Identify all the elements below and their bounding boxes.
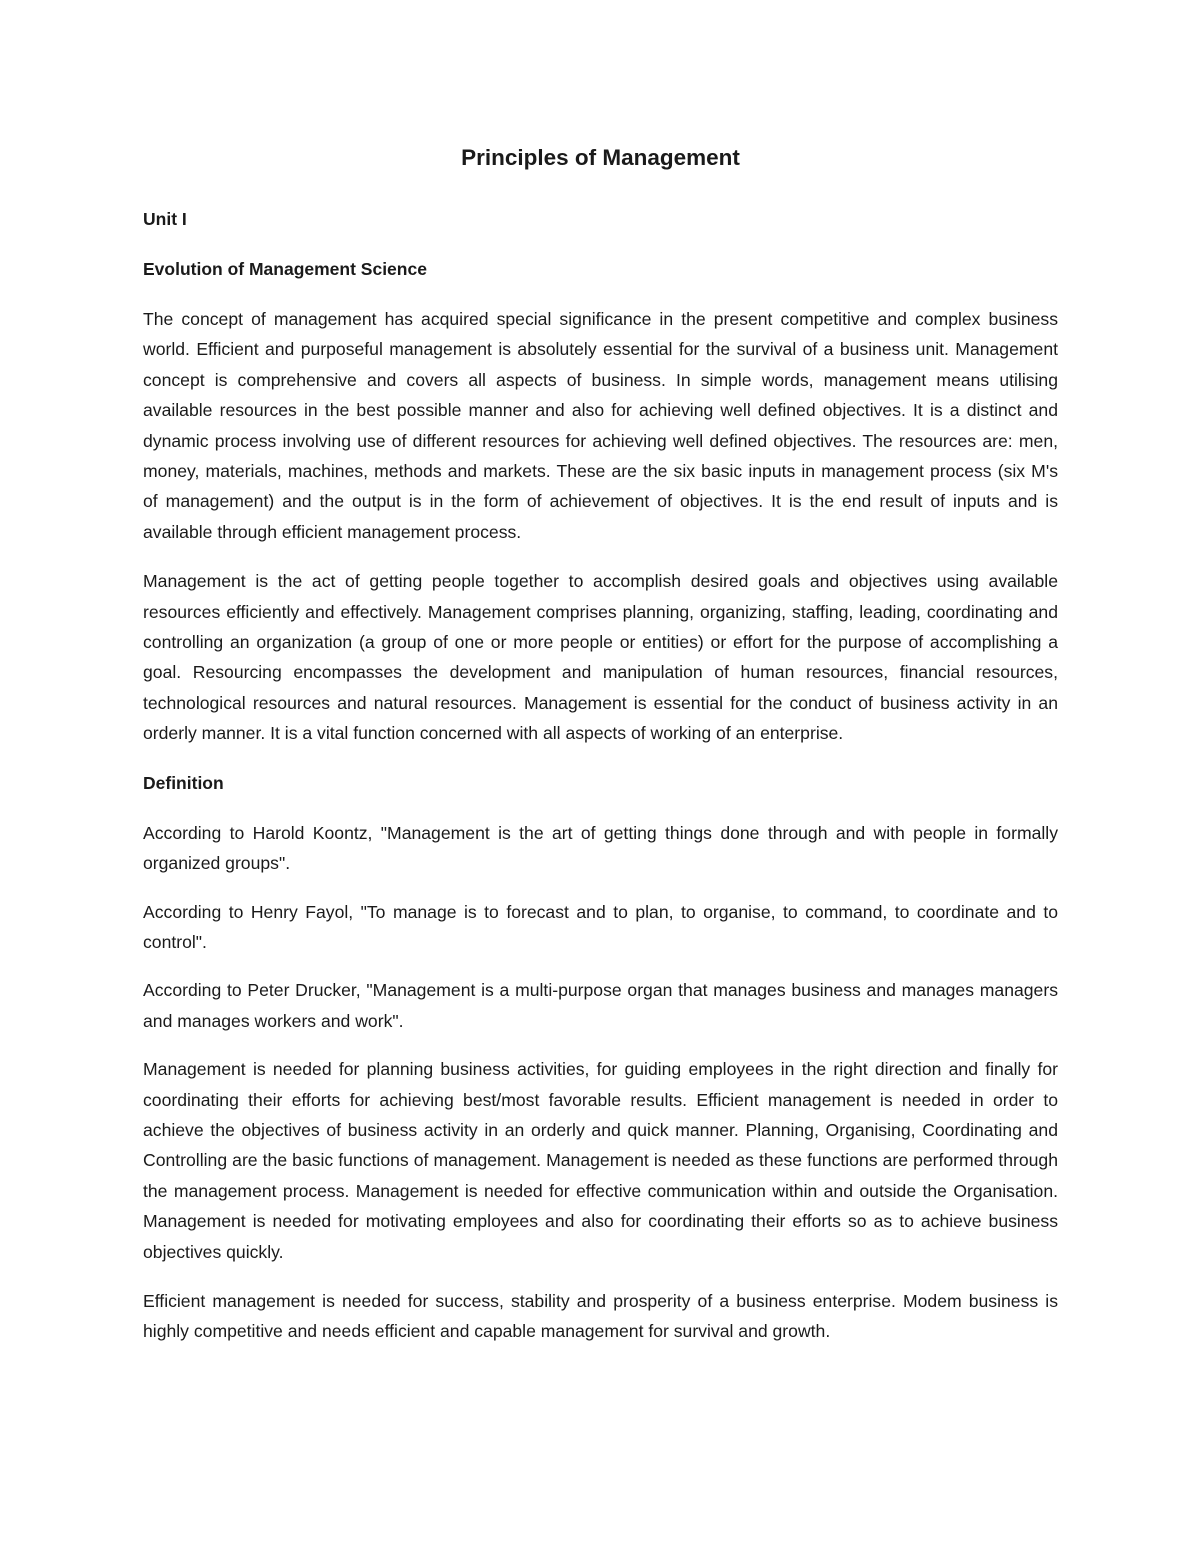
need-paragraph: Efficient management is needed for success, stability and prosperity of a business enterprise. Modem business is highly competitive and needs efficient and capable management for survival and growth. [143, 1290, 1058, 1342]
document-body [143, 140, 1058, 1366]
need-paragraph: Management is needed for planning business activities, for guiding employees in the right direction and finally for coordinating their efforts for achieving best/most favorable results. Efficient management is needed in order to achieve the objectives of business activity in an orderly and quick manner. Planning, Organising, Coordinating and Controlling are the basic functions of management. Management is needed as these functions are performed through the management process. Management is needed for effective communication within and outside the Organisation. Management is needed for motivating employees and also for coordinating their efforts so as to achieve business objectives quickly. [143, 1059, 1058, 1262]
definition-heading: Definition [143, 772, 224, 793]
definition-paragraph: According to Henry Fayol, "To manage is to forecast and to plan, to organise, to command, to coordinate and to control". [143, 901, 1058, 952]
intro-paragraph: Management is the act of getting people together to accomplish desired goals and objectives using available resources efficiently and effectively. Management comprises planning, organizing, staffing, leading, coordinating and controlling an organization (a group of one or more people or entities) or effort for the purpose of accomplishing a goal. Resourcing encompasses the development and manipulation of human resources, financial resources, technological resources and natural resources. Management is essential for the conduct of business activity in an orderly manner. It is a vital function concerned with all aspects of working of an enterprise. [143, 571, 1058, 744]
definition-paragraph: According to Harold Koontz, "Management is the art of getting things done through and with people in formally organized groups". [143, 822, 1058, 874]
definition-paragraph: According to Peter Drucker, "Management is a multi-purpose organ that manages business and manages managers and manages workers and work". [143, 980, 1058, 1031]
page-title: Principles of Management [461, 145, 740, 170]
section-heading: Evolution of Management Science [143, 259, 427, 279]
intro-paragraph: The concept of management has acquired special significance in the present competitive and complex business world. Efficient and purposeful management is absolutely essential for the survival of a business unit. Management concept is comprehensive and covers all aspects of business. In simple words, management means utilising available resources in the best possible manner and also for achieving well defined objectives. It is a distinct and dynamic process involving use of different resources for achieving well defined objectives. The resources are: men, money, materials, machines, methods and markets. These are the six basic inputs in management process (six M's of management) and the output is in the form of achievement of objectives. It is the end result of inputs and is available through efficient management process. [143, 309, 1058, 542]
unit-heading: Unit I [143, 209, 187, 229]
